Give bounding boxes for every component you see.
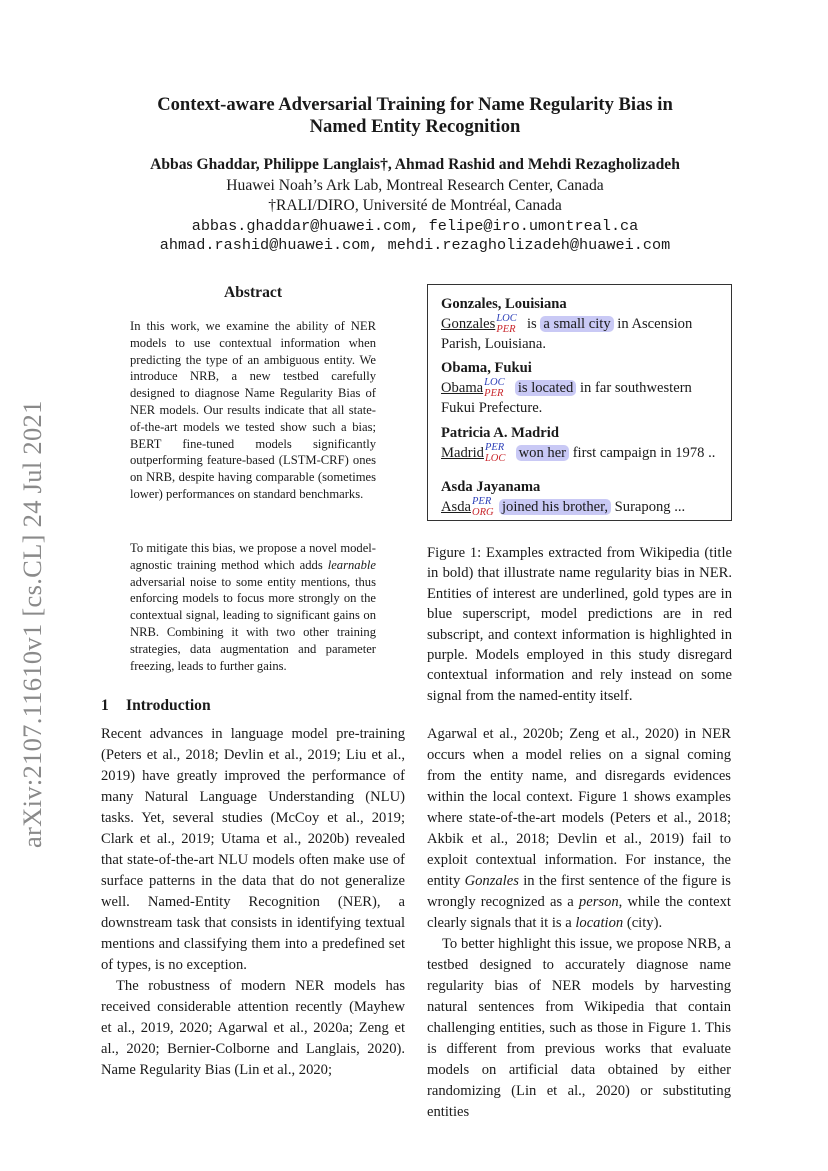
predicted-type: ORG bbox=[472, 507, 494, 518]
abstract-paragraph-1: In this work, we examine the ability of NER models to use contextual information when predicting the type of an ambiguous entity. We introduce NRB, a new testbed carefully designed to diagnose Name Regularity Bias of NER models. Our results indicate that all state-of-the-art models we tested show such a bias; BERT fine-tuned models significantly outperforming feature-based (LSTM-CRF) ones on NRB, despite having comparable (sometimes lower) performances on standard benchmarks. bbox=[130, 319, 376, 501]
section-title: Introduction bbox=[126, 697, 211, 714]
intro-text: Agarwal et al., 2020b; Zeng et al., 2020) in NER occurs when a model relies on a signal coming from the entity name, and disregards evidences within the local context. Figure 1 shows examples where state-of-the-art models (Peters et al., 2018; Akbik et al., 2018; Devlin et al., 2019) fail to exploit contextual information. For instance, the entity bbox=[427, 726, 731, 889]
example-title: Asda Jayanama bbox=[441, 479, 541, 495]
intro-left-column bbox=[101, 724, 405, 1081]
intro-paragraph-4 bbox=[427, 934, 731, 1123]
abstract-heading: Abstract bbox=[223, 284, 283, 301]
sentence-text: in Ascension Parish, Louisiana. bbox=[441, 316, 693, 352]
sentence-text: Surapong ... bbox=[611, 499, 686, 515]
figure-1-box bbox=[427, 284, 732, 521]
context-highlight: won her bbox=[516, 445, 569, 461]
sentence-text: first campaign in 1978 .. bbox=[569, 445, 716, 461]
sentence-text: is bbox=[523, 316, 541, 332]
intro-emphasis: location bbox=[575, 915, 624, 931]
emails-line-1: abbas.ghaddar@huawei.com, felipe@iro.umontreal.ca bbox=[191, 217, 639, 235]
example-title: Gonzales, Louisiana bbox=[441, 296, 567, 312]
intro-text: in the first sentence of the figure is wrongly recognized as a bbox=[427, 873, 731, 910]
paper-title bbox=[100, 94, 730, 138]
intro-right-column bbox=[427, 724, 731, 1123]
section-number: 1 bbox=[101, 697, 109, 714]
affiliation-1: Huawei Noah’s Ark Lab, Montreal Research Center, Canada bbox=[226, 177, 604, 194]
example-sentence bbox=[441, 314, 726, 354]
type-tags bbox=[495, 314, 523, 334]
example-title: Patricia A. Madrid bbox=[441, 425, 559, 441]
emails-line-2: ahmad.rashid@huawei.com, mehdi.rezagholizadeh@huawei.com bbox=[159, 236, 671, 254]
intro-paragraph-1: Recent advances in language model pre-training (Peters et al., 2018; Devlin et al., 2019; Liu et al., 2019) have greatly improved the performance of many Natural Language Understanding (NLU) tasks. Yet, several studies (McCoy et al., 2019; Clark et al., 2019; Utama et al., 2020b) revealed that state-of-the-art NLU models often make use of surface patterns in the data that do not generalize well. Named-Entity Recognition (NER), a downstream task that consists in identifying textual mentions and classifying them into a predefined set of types, is no exception. bbox=[101, 726, 405, 973]
predicted-type: PER bbox=[496, 324, 516, 335]
title-line-2: Named Entity Recognition bbox=[309, 116, 521, 137]
figure-example bbox=[441, 423, 726, 463]
context-highlight: joined his brother, bbox=[499, 499, 611, 515]
arxiv-stamp: arXiv:2107.11610v1 [cs.CL] 24 Jul 2021 bbox=[17, 400, 47, 848]
entity-mention: Obama bbox=[441, 380, 484, 396]
figure-example bbox=[441, 294, 726, 354]
entity-mention: Asda bbox=[441, 499, 471, 515]
gold-type: PER bbox=[484, 442, 505, 453]
context-highlight: is located bbox=[515, 380, 577, 396]
intro-text: (city). bbox=[623, 915, 663, 931]
gold-type: PER bbox=[472, 496, 492, 507]
predicted-type: LOC bbox=[484, 453, 506, 464]
type-tags bbox=[484, 443, 512, 463]
predicted-type: PER bbox=[484, 388, 504, 399]
type-tags bbox=[483, 378, 511, 398]
intro-emphasis: Gonzales bbox=[464, 873, 519, 889]
example-sentence bbox=[441, 443, 726, 463]
example-sentence bbox=[441, 378, 726, 418]
figure-example bbox=[441, 358, 726, 418]
intro-text: The robustness of modern NER models has received considerable attention recently (Mayhew et al., 2019, 2020; Agarwal et al., 2020a; Zeng et al., 2020; Bernier-Colborne and Langlais, 2020). Name Regularity Bias (Lin et al., 2020; bbox=[101, 978, 405, 1078]
example-sentence bbox=[441, 497, 726, 517]
context-highlight: a small city bbox=[540, 316, 613, 332]
intro-paragraph-2 bbox=[101, 976, 405, 1081]
entity-mention: Madrid bbox=[441, 445, 484, 461]
gold-type: LOC bbox=[496, 313, 517, 324]
section-heading bbox=[101, 697, 211, 715]
intro-emphasis: person bbox=[578, 894, 619, 910]
authors: Abbas Ghaddar, Philippe Langlais†, Ahmad Rashid and Mehdi Rezagholizadeh bbox=[150, 156, 680, 173]
affiliation-2: †RALI/DIRO, Université de Montréal, Canada bbox=[268, 197, 562, 214]
abstract-text: To mitigate this bias, we propose a novel model-agnostic training method which adds bbox=[130, 541, 376, 572]
type-tags bbox=[471, 497, 499, 517]
figure-example bbox=[441, 477, 726, 517]
entity-mention: Gonzales bbox=[441, 316, 496, 332]
example-title: Obama, Fukui bbox=[441, 360, 532, 376]
intro-text: , while the context clearly signals that it is a bbox=[427, 894, 731, 931]
abstract-emphasis: learnable bbox=[327, 557, 376, 572]
title-line-1: Context-aware Adversarial Training for Name Regularity Bias in bbox=[157, 94, 673, 115]
gold-type: LOC bbox=[484, 377, 505, 388]
intro-paragraph-3 bbox=[427, 724, 731, 934]
abstract-text: adversarial noise to some entity mentions, thus enforcing models to focus more strongly on the contextual signal, leading to significant gains on NRB. Combining it with two other training strategies, data augmentation and parameter freezing, leads to further gains. bbox=[130, 574, 376, 673]
sentence-text: in far southwestern Fukui Prefecture. bbox=[441, 380, 692, 416]
intro-text: To better highlight this issue, we propose NRB, a testbed designed to accurately diagnose name regularity bias of NER models by harvesting natural sentences from Wikipedia that contain challenging entities, such as those in Figure 1. This is different from previous works that evaluate models on artificial data obtained by either randomizing (Lin et al., 2020) or substituting entities bbox=[427, 936, 731, 1120]
abstract-paragraph-2 bbox=[130, 540, 376, 674]
figure-1-caption: Figure 1: Examples extracted from Wikipedia (title in bold) that illustrate name regularity bias in NER. Entities of interest are underlined, gold types are in blue superscript, model predictions are in red subscript, and context information is highlighted in purple. Models employed in this study disregard contextual information and rely instead on some signal from the named-entity itself. bbox=[427, 545, 732, 704]
